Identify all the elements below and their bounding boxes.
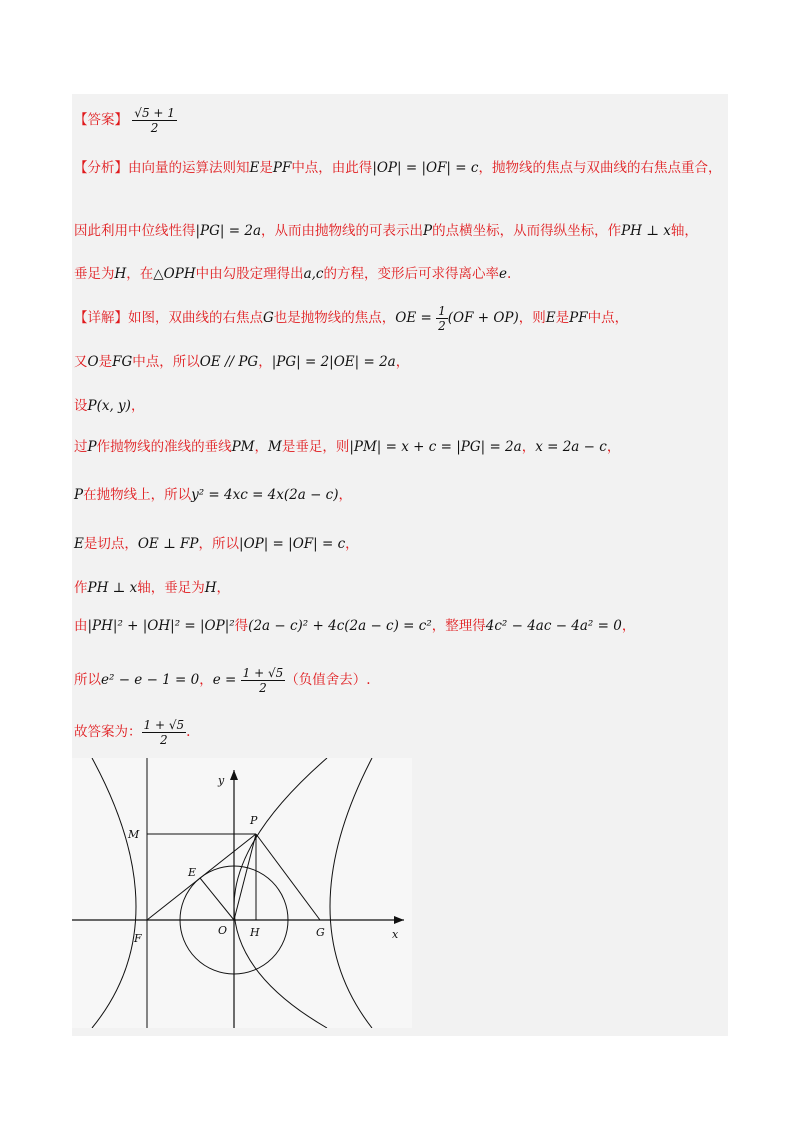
math: E xyxy=(249,160,260,176)
text: 由向量的运算法则知 xyxy=(128,160,250,176)
text: 中点， xyxy=(587,310,629,326)
text: 轴，垂足为 xyxy=(137,580,205,596)
point-O-label: O xyxy=(218,924,228,937)
text: ， xyxy=(521,439,536,455)
point-M-label: M xyxy=(128,828,140,841)
text: . xyxy=(186,724,191,740)
hyperbola-right-branch xyxy=(330,758,372,1028)
segment-OE xyxy=(200,878,234,920)
fraction-denominator: 2 xyxy=(259,681,267,695)
math: P xyxy=(423,223,433,239)
text: 也是抛物线的焦点， xyxy=(273,310,396,326)
math: y² = 4xc = 4x(2a − c) xyxy=(191,487,339,503)
detail-line-4 xyxy=(74,437,728,457)
math: OE // PG xyxy=(199,354,259,370)
math: 4c² − 4ac − 4a² = 0 xyxy=(485,618,622,634)
point-F-label: F xyxy=(134,932,142,945)
text: 因此利用中位线性得 xyxy=(74,223,196,239)
math: FG xyxy=(112,354,133,370)
math: PF xyxy=(272,160,292,176)
math: P xyxy=(87,439,97,455)
math: e = xyxy=(212,672,241,688)
text: 又 xyxy=(74,354,88,370)
math: △OPH xyxy=(153,266,196,282)
detail-tag: 【详解】 xyxy=(74,310,128,326)
text: 的方程，变形后可求得离心率 xyxy=(323,266,499,282)
math: OE = xyxy=(395,310,437,326)
text: 是 xyxy=(98,354,113,370)
text: （负值舍去）. xyxy=(285,672,371,688)
answer-fraction xyxy=(132,106,177,135)
math: PM xyxy=(231,439,255,455)
text: ，抛物线的焦点与双曲线的右焦点重合， xyxy=(478,160,722,176)
text: 作 xyxy=(74,580,88,596)
point-G-label: G xyxy=(316,926,325,939)
detail-line-6 xyxy=(74,534,728,554)
math: H xyxy=(114,266,127,282)
answer-tag: 【答案】 xyxy=(74,112,128,128)
text: 是垂足，则 xyxy=(281,439,350,455)
fraction-denominator: 2 xyxy=(150,121,159,135)
text: 垂足为 xyxy=(74,266,115,282)
text: 所以 xyxy=(74,672,101,688)
math: G xyxy=(263,310,274,326)
segment-PG xyxy=(256,834,320,920)
point-H-label: H xyxy=(250,926,260,939)
x-axis-label: x xyxy=(392,928,399,941)
e-fraction xyxy=(241,666,286,695)
math: E xyxy=(545,310,556,326)
text: 轴， xyxy=(670,223,698,239)
final-fraction xyxy=(142,718,187,747)
fraction-denominator: 2 xyxy=(159,733,168,747)
detail-line-8 xyxy=(74,616,728,636)
point-E-label: E xyxy=(188,866,197,879)
text: ，整理得 xyxy=(431,618,486,634)
analysis-line-3 xyxy=(74,264,728,284)
math: PF xyxy=(569,310,588,326)
text: 是 xyxy=(259,160,273,176)
math: a,c xyxy=(303,266,324,282)
detail-line-2 xyxy=(74,352,728,372)
x-axis-arrow-icon xyxy=(394,916,404,924)
text: 是 xyxy=(555,310,570,326)
math: P xyxy=(74,487,84,503)
math: |PM| = x + c = |PG| = 2a xyxy=(349,439,522,455)
text: ，从而由抛物线的可表示出 xyxy=(261,223,423,239)
hyperbola-parabola-diagram xyxy=(72,758,412,1028)
text: ， xyxy=(216,580,231,596)
hyperbola-left-branch xyxy=(92,758,136,1028)
fraction-numerator: √5 + 1 xyxy=(134,106,175,120)
math: |OP| = |OF| = c xyxy=(239,536,346,552)
detail-line-10 xyxy=(74,718,728,747)
text: 由 xyxy=(74,618,88,634)
text: ， xyxy=(338,487,353,503)
math: e xyxy=(499,266,507,282)
text: ，所以 xyxy=(198,536,240,552)
analysis-line-2 xyxy=(74,221,728,241)
text: 中由勾股定理得出 xyxy=(195,266,304,282)
analysis-tag: 【分析】 xyxy=(74,160,128,176)
math: |PG| = 2|OE| = 2a xyxy=(271,354,396,370)
text: ， xyxy=(621,618,636,634)
math: |OP| = |OF| = c xyxy=(372,160,479,176)
math: |PG| = 2a xyxy=(195,223,261,239)
detail-line-9 xyxy=(74,666,728,695)
math: PH ⊥ x xyxy=(87,580,138,596)
geometry-figure xyxy=(72,758,412,1028)
text: 设 xyxy=(74,398,88,414)
text: ， xyxy=(345,536,359,552)
text: 中点，由此得 xyxy=(291,160,373,176)
math: PH ⊥ x xyxy=(621,223,671,239)
half-fraction xyxy=(436,304,448,333)
text: 的点横坐标，从而得纵坐标，作 xyxy=(432,223,622,239)
math: E xyxy=(74,536,84,552)
y-axis-arrow-icon xyxy=(230,770,238,780)
text: 过 xyxy=(74,439,88,455)
text: ，在 xyxy=(126,266,154,282)
detail-line-3 xyxy=(74,396,728,416)
math: |PH|² + |OH|² = |OP|² xyxy=(87,618,235,634)
math: P(x, y) xyxy=(87,398,131,414)
detail-line-7 xyxy=(74,578,728,598)
text: . xyxy=(507,266,512,282)
text: ， xyxy=(199,672,213,688)
math: O xyxy=(87,354,99,370)
text: ， xyxy=(606,439,621,455)
text: 是切点， xyxy=(83,536,138,552)
math: x = 2a − c xyxy=(535,439,607,455)
text: ， xyxy=(395,354,410,370)
text: 在抛物线上，所以 xyxy=(83,487,192,503)
text: ， xyxy=(258,354,272,370)
fraction-denominator: 2 xyxy=(438,319,446,333)
math: (OF + OP) xyxy=(447,310,519,326)
fraction-numerator: 1 + √5 xyxy=(143,718,185,732)
math: e² − e − 1 = 0 xyxy=(101,672,200,688)
text: ， xyxy=(130,398,145,414)
answer-line xyxy=(74,106,728,135)
text: 如图，双曲线的右焦点 xyxy=(128,310,263,326)
detail-line-5 xyxy=(74,485,728,505)
math: M xyxy=(268,439,282,455)
text: 作抛物线的准线的垂线 xyxy=(96,439,232,455)
analysis-line-1 xyxy=(74,158,728,178)
detail-line-1 xyxy=(74,304,728,333)
y-axis-label: y xyxy=(218,774,225,787)
text: ，则 xyxy=(518,310,546,326)
math: (2a − c)² + 4c(2a − c) = c² xyxy=(248,618,432,634)
math: H xyxy=(204,580,217,596)
text: 中点，所以 xyxy=(132,354,200,370)
text: ， xyxy=(254,439,269,455)
text: 得 xyxy=(234,618,249,634)
fraction-numerator: 1 + √5 xyxy=(242,666,284,680)
segment-OP xyxy=(234,834,256,920)
segment-FP xyxy=(147,834,256,920)
math: OE ⊥ FP xyxy=(137,536,199,552)
fraction-numerator: 1 xyxy=(438,304,446,318)
text: 故答案为： xyxy=(74,724,142,740)
point-P-label: P xyxy=(250,814,258,827)
